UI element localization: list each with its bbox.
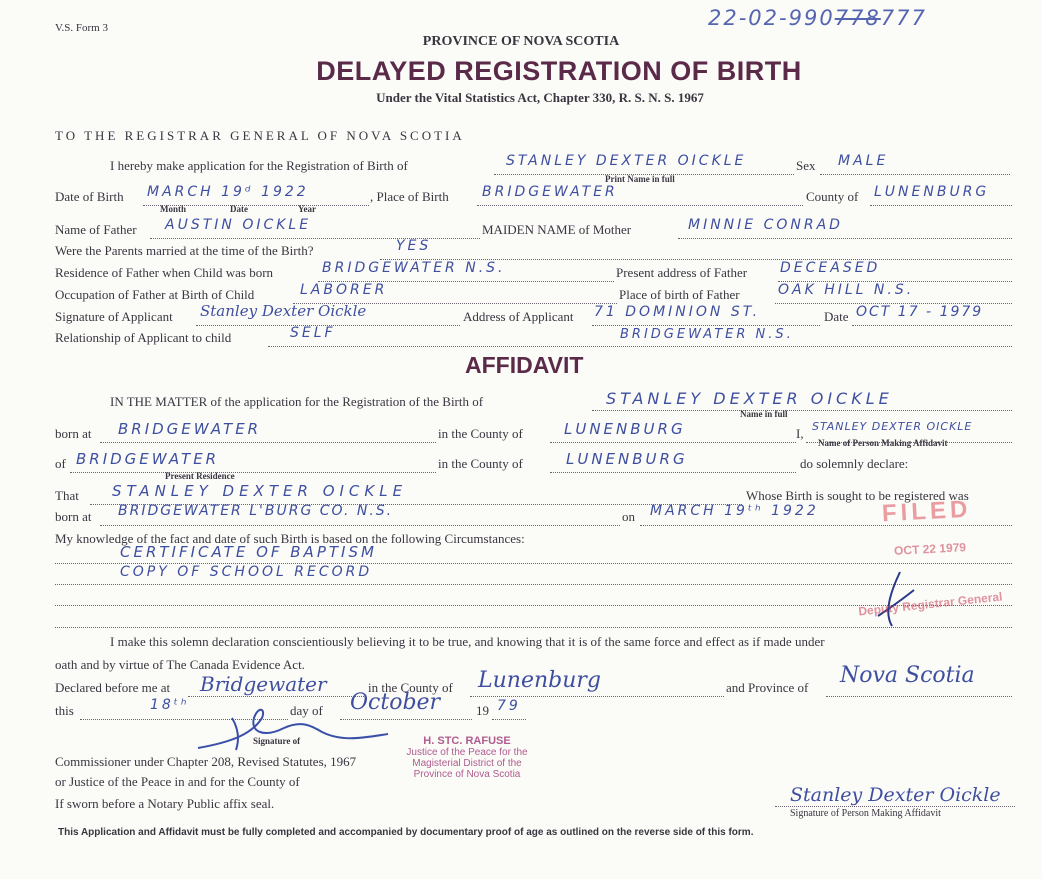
county-field: LUNENBURG (874, 184, 990, 200)
father-label: Name of Father (55, 222, 137, 237)
that-name-field: STANLEY DEXTER OICKLE (112, 482, 408, 500)
applicant-name-field: STANLEY DEXTER OICKLE (506, 153, 747, 169)
declared-at-field: Bridgewater (200, 672, 327, 696)
day-of-label: day of (290, 703, 323, 718)
name-full-caption: Name in full (740, 409, 788, 419)
signature-of-caption: Signature of (253, 736, 301, 746)
declared-label: Declared before me at (55, 680, 171, 695)
justice-label: or Justice of the Peace in and for the County of (55, 774, 300, 789)
this-label: this (55, 703, 74, 718)
affidavit-county-field: LUNENBURG (564, 420, 686, 438)
year-prefix: 19 (476, 703, 489, 718)
sex-field: MALE (838, 153, 889, 169)
county-label: County of (806, 189, 859, 204)
on-label: on (622, 509, 635, 524)
to-registrar: TO THE REGISTRAR GENERAL OF NOVA SCOTIA (55, 128, 465, 143)
of-field: BRIDGEWATER (76, 450, 220, 468)
birthplace-father-field: OAK HILL N.S. (778, 282, 915, 298)
in-county-label: in the County of (438, 426, 523, 441)
affidavit-name-field: STANLEY DEXTER OICKLE (606, 389, 893, 408)
jp-stamp-line1: Justice of the Peace for the (406, 747, 528, 758)
county2-field: LUNENBURG (566, 450, 688, 468)
notary-label: If sworn before a Notary Public affix seal. (55, 796, 275, 811)
applicant-signature: Stanley Dexter Oickle (200, 302, 367, 320)
commissioner-label: Commissioner under Chapter 208, Revised Statutes, 1967 (55, 754, 357, 769)
footer-note: This Application and Affidavit must be fully completed and accompanied by documentary proof of age as outlined on the reverse side of this form. (58, 827, 754, 838)
i-label: I, (796, 426, 804, 441)
commissioner-signature (192, 698, 392, 756)
relationship-field: SELF (290, 325, 336, 341)
jp-stamp (372, 735, 562, 780)
date-label: Date (824, 309, 849, 324)
on-date-field: MARCH 19ᵗʰ 1922 (650, 503, 819, 519)
affiant-signature-caption: Signature of Person Making Affidavit (790, 808, 941, 819)
declaration-text-2: oath and by virtue of The Canada Evidence Act. (55, 657, 305, 672)
occupation-label: Occupation of Father at Birth of Child (55, 287, 255, 302)
born-at-label: born at (55, 426, 92, 441)
knowledge-label: My knowledge of the fact and date of such Birth is based on the following Circumstances: (55, 531, 525, 546)
born-at2-label: born at (55, 509, 92, 524)
addr-applicant-label: Address of Applicant (463, 309, 574, 324)
occupation-field: LABORER (300, 282, 388, 298)
dob-label: Date of Birth (55, 189, 124, 204)
day-field: 18ᵗʰ (150, 697, 190, 713)
affiant-name-field: STANLEY DEXTER OICKLE (812, 420, 973, 433)
matter-label: IN THE MATTER of the application for the Registration of the Birth of (110, 394, 484, 409)
sex-label: Sex (796, 158, 816, 173)
present-res-caption: Present Residence (165, 471, 235, 481)
affidavit-heading: AFFIDAVIT (465, 352, 584, 378)
place-label: , Place of Birth (370, 189, 449, 204)
present-father-field: DECEASED (780, 260, 881, 276)
jp-stamp-line3: Province of Nova Scotia (413, 769, 521, 780)
province-heading: PROVINCE OF NOVA SCOTIA (422, 34, 620, 49)
filed-date-stamp: OCT 22 1979 (893, 540, 967, 558)
in-county3-label: in the County of (368, 680, 453, 695)
res-father-label: Residence of Father when Child was born (55, 265, 274, 280)
born-at-field: BRIDGEWATER (118, 420, 262, 438)
print-name-caption: Print Name in full (605, 174, 675, 184)
apply-label: I hereby make application for the Registration of Birth of (110, 158, 408, 173)
year-field: 79 (497, 698, 521, 714)
filed-stamp: FILED (881, 495, 972, 528)
birthplace-father-label: Place of birth of Father (619, 287, 740, 302)
res-father-field: BRIDGEWATER N.S. (322, 260, 506, 276)
sig-applicant-label: Signature of Applicant (55, 309, 173, 324)
in-county2-label: in the County of (438, 456, 523, 471)
province-field: Nova Scotia (840, 663, 975, 688)
dob-field: MARCH 19ᵈ 1922 (147, 184, 309, 200)
date-field: OCT 17 - 1979 (856, 304, 984, 320)
county3-field: Lunenburg (478, 668, 601, 693)
father-field: AUSTIN OICKLE (165, 217, 312, 233)
form-title: DELAYED REGISTRATION OF BIRTH (316, 56, 802, 86)
married-field: YES (396, 238, 432, 254)
present-father-label: Present address of Father (616, 265, 748, 280)
deputy-registrar-stamp: Deputy Registrar General (857, 589, 1004, 619)
declaration-text: I make this solemn declaration conscientiously believing it to be true, and knowing that it is of the same force and effect as if made under (110, 634, 825, 649)
jp-stamp-name: H. STC. RAFUSE (423, 735, 511, 747)
place-field: BRIDGEWATER (482, 184, 618, 200)
affiant-caption: Name of Person Making Affidavit (818, 438, 948, 448)
month-caption: Month (160, 204, 187, 214)
of-label: of (55, 456, 66, 471)
circumstance-1: CERTIFICATE OF BAPTISM (120, 543, 377, 561)
jp-stamp-line2: Magisterial District of the (412, 758, 522, 769)
date-caption: Date (230, 204, 248, 214)
year-caption: Year (298, 204, 316, 214)
form-subtitle: Under the Vital Statistics Act, Chapter 330, R. S. N. S. 1967 (376, 90, 704, 105)
whose-birth-label: Whose Birth is sought to be registered was (746, 488, 969, 503)
declare-label: do solemnly declare: (800, 456, 909, 471)
mother-label: MAIDEN NAME of Mother (482, 222, 632, 237)
month-field: October (350, 690, 441, 715)
province-label: and Province of (726, 680, 809, 695)
file-number: 22-02-990778777 (708, 6, 927, 30)
born-at2-field: BRIDGEWATER L'BURG CO. N.S. (118, 503, 394, 519)
married-label: Were the Parents married at the time of the Birth? (55, 243, 314, 258)
form-id: V.S. Form 3 (55, 22, 108, 34)
addr-applicant-line2: BRIDGEWATER N.S. (620, 327, 794, 342)
circumstance-2: COPY OF SCHOOL RECORD (120, 564, 373, 580)
addr-applicant-field: 71 DOMINION ST. (594, 304, 761, 320)
that-label: That (55, 488, 79, 503)
affiant-signature: Stanley Dexter Oickle (790, 784, 1001, 806)
mother-field: MINNIE CONRAD (688, 217, 843, 233)
relationship-label: Relationship of Applicant to child (55, 330, 232, 345)
